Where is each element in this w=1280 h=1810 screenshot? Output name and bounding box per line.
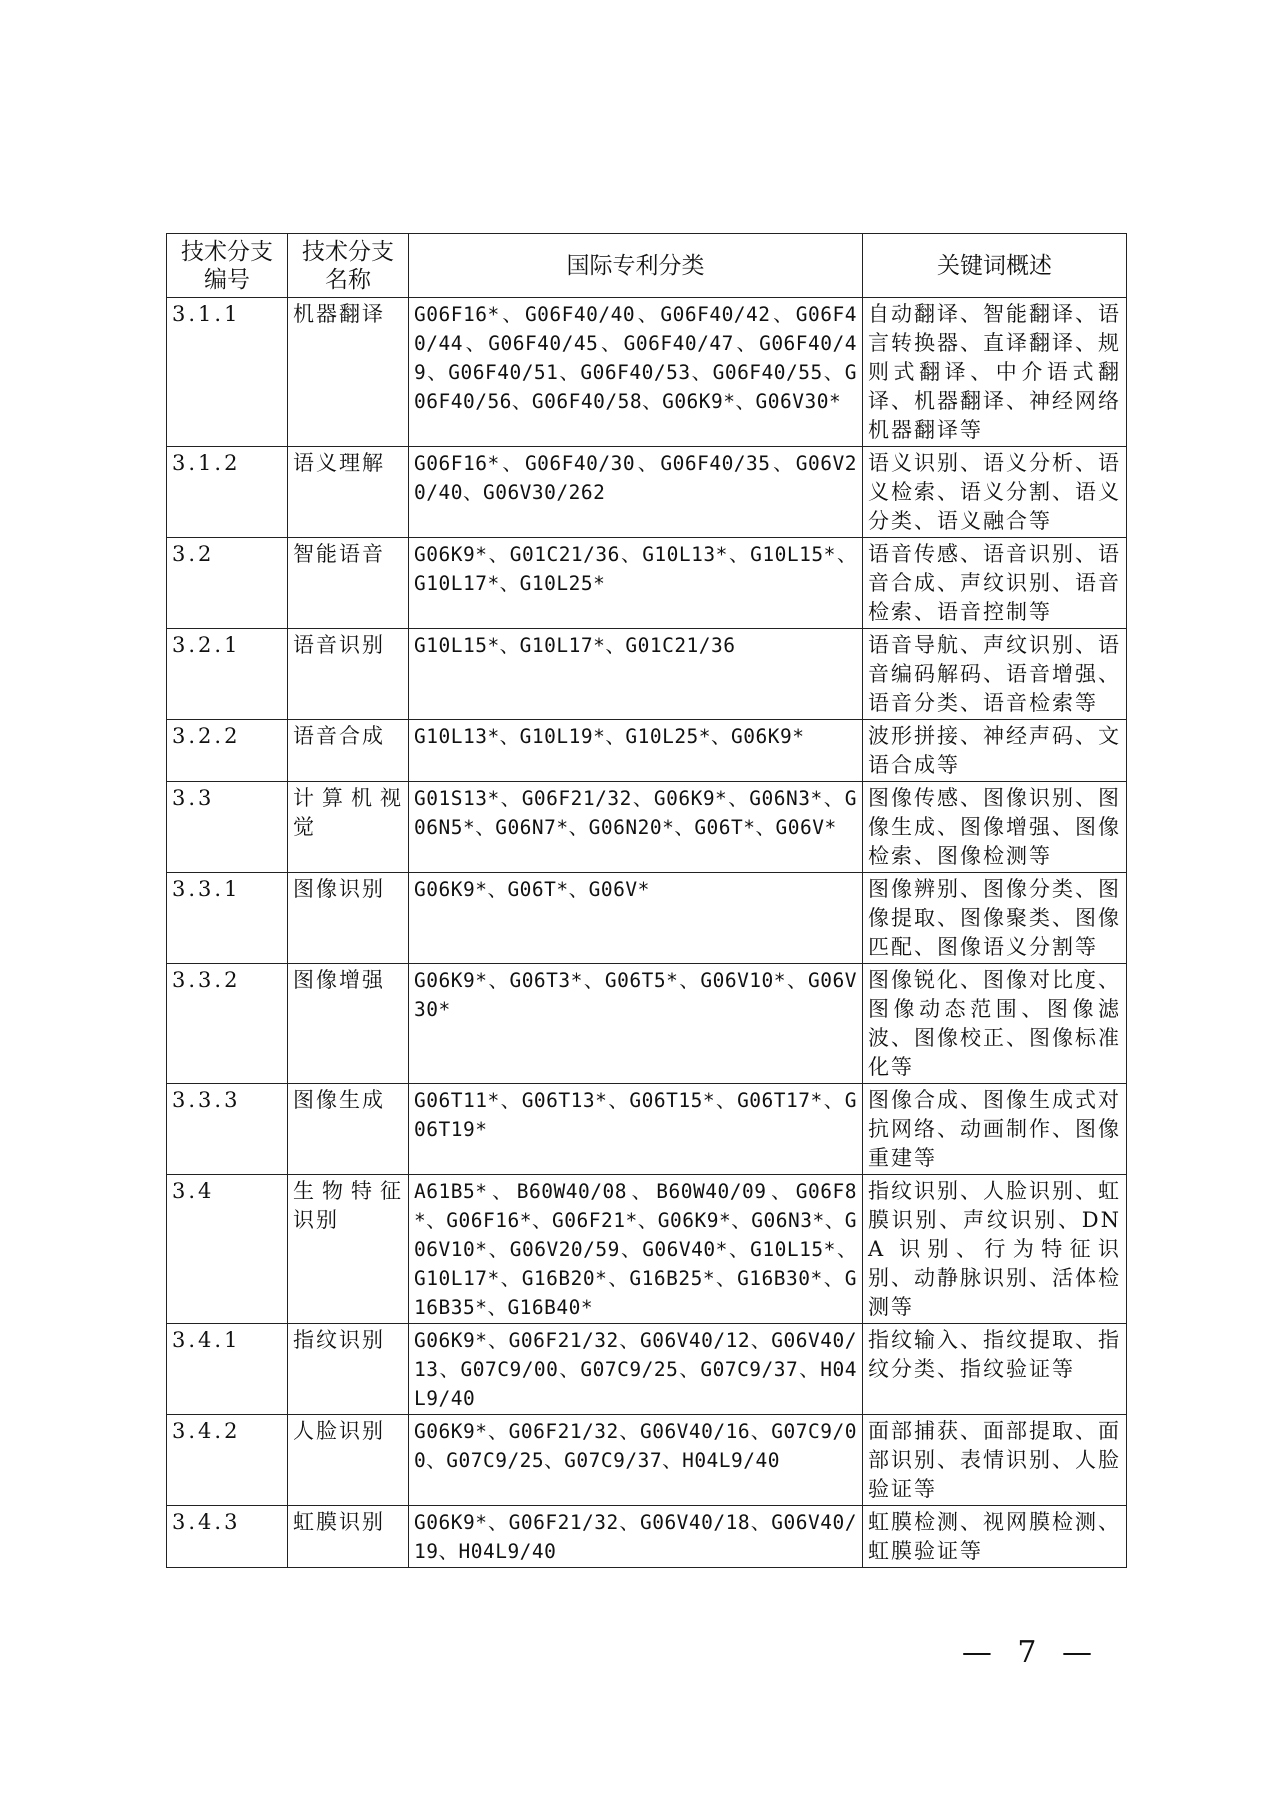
ipc-codes: G06K9*、G06T3*、G06T5*、G06V10*、G06V30* (409, 964, 863, 1084)
keywords: 语音导航、声纹识别、语音编码解码、语音增强、语音分类、语音检索等 (863, 629, 1127, 720)
branch-id: 3.2 (167, 538, 288, 629)
header-ipc: 国际专利分类 (409, 234, 863, 298)
branch-id: 3.3.1 (167, 873, 288, 964)
keywords: 图像锐化、图像对比度、图像动态范围、图像滤波、图像校正、图像标准化等 (863, 964, 1127, 1084)
table-row (167, 538, 1127, 629)
table-row (167, 873, 1127, 964)
branch-id: 3.2.1 (167, 629, 288, 720)
keywords: 指纹识别、人脸识别、虹膜识别、声纹识别、DNA 识别、行为特征识别、动静脉识别、活体检测等 (863, 1175, 1127, 1324)
branch-name: 虹膜识别 (288, 1506, 409, 1568)
keywords: 指纹输入、指纹提取、指纹分类、指纹验证等 (863, 1324, 1127, 1415)
ipc-codes: G06K9*、G06F21/32、G06V40/18、G06V40/19、H04L9/40 (409, 1506, 863, 1568)
table-row (167, 298, 1127, 447)
table-row (167, 1506, 1127, 1568)
branch-id: 3.4.2 (167, 1415, 288, 1506)
table-row (167, 629, 1127, 720)
ipc-codes: G06K9*、G06F21/32、G06V40/16、G07C9/00、G07C9/25、G07C9/37、H04L9/40 (409, 1415, 863, 1506)
page-number: — 7 — (961, 1635, 1100, 1670)
branch-id: 3.4 (167, 1175, 288, 1324)
table-header-row (167, 234, 1127, 298)
table-row (167, 1324, 1127, 1415)
branch-name: 语音合成 (288, 720, 409, 782)
table-row (167, 964, 1127, 1084)
branch-id: 3.2.2 (167, 720, 288, 782)
branch-name: 人脸识别 (288, 1415, 409, 1506)
ipc-codes: G06F16*、G06F40/40、G06F40/42、G06F40/44、G06F40/45、G06F40/47、G06F40/49、G06F40/51、G06F40/53、G06F40/55、G06F40/56、G06F40/58、G06K9*、G06V30* (409, 298, 863, 447)
keywords: 语义识别、语义分析、语义检索、语义分割、语义分类、语义融合等 (863, 447, 1127, 538)
branch-name: 语音识别 (288, 629, 409, 720)
ipc-codes: G06K9*、G01C21/36、G10L13*、G10L15*、G10L17*、G10L25* (409, 538, 863, 629)
table-row (167, 447, 1127, 538)
ipc-classification-table (166, 233, 1127, 1568)
keywords: 面部捕获、面部提取、面部识别、表情识别、人脸验证等 (863, 1415, 1127, 1506)
branch-name: 智能语音 (288, 538, 409, 629)
table-row (167, 1415, 1127, 1506)
table-row (167, 1084, 1127, 1175)
branch-id: 3.4.1 (167, 1324, 288, 1415)
branch-name: 语义理解 (288, 447, 409, 538)
ipc-codes: A61B5*、B60W40/08、B60W40/09、G06F8*、G06F16*、G06F21*、G06K9*、G06N3*、G06V10*、G06V20/59、G06V40*、G10L15*、G10L17*、G16B20*、G16B25*、G16B30*、G16B35*、G16B40* (409, 1175, 863, 1324)
ipc-codes: G10L15*、G10L17*、G01C21/36 (409, 629, 863, 720)
branch-id: 3.3 (167, 782, 288, 873)
branch-name: 指纹识别 (288, 1324, 409, 1415)
branch-id: 3.3.3 (167, 1084, 288, 1175)
branch-id: 3.1.2 (167, 447, 288, 538)
header-keywords: 关键词概述 (863, 234, 1127, 298)
branch-name: 图像生成 (288, 1084, 409, 1175)
header-branch-name: 技术分支名称 (288, 234, 409, 298)
ipc-codes: G06T11*、G06T13*、G06T15*、G06T17*、G06T19* (409, 1084, 863, 1175)
branch-name: 计算机视觉 (288, 782, 409, 873)
ipc-codes: G10L13*、G10L19*、G10L25*、G06K9* (409, 720, 863, 782)
keywords: 图像传感、图像识别、图像生成、图像增强、图像检索、图像检测等 (863, 782, 1127, 873)
branch-name: 生物特征识别 (288, 1175, 409, 1324)
ipc-codes: G01S13*、G06F21/32、G06K9*、G06N3*、G06N5*、G06N7*、G06N20*、G06T*、G06V* (409, 782, 863, 873)
table-row (167, 720, 1127, 782)
branch-name: 图像增强 (288, 964, 409, 1084)
keywords: 图像辨别、图像分类、图像提取、图像聚类、图像匹配、图像语义分割等 (863, 873, 1127, 964)
keywords: 图像合成、图像生成式对抗网络、动画制作、图像重建等 (863, 1084, 1127, 1175)
header-branch-id: 技术分支编号 (167, 234, 288, 298)
table-row (167, 782, 1127, 873)
table-row (167, 1175, 1127, 1324)
ipc-codes: G06K9*、G06F21/32、G06V40/12、G06V40/13、G07C9/00、G07C9/25、G07C9/37、H04L9/40 (409, 1324, 863, 1415)
branch-id: 3.3.2 (167, 964, 288, 1084)
keywords: 自动翻译、智能翻译、语言转换器、直译翻译、规则式翻译、中介语式翻译、机器翻译、神经网络机器翻译等 (863, 298, 1127, 447)
branch-id: 3.4.3 (167, 1506, 288, 1568)
branch-name: 图像识别 (288, 873, 409, 964)
keywords: 语音传感、语音识别、语音合成、声纹识别、语音检索、语音控制等 (863, 538, 1127, 629)
branch-id: 3.1.1 (167, 298, 288, 447)
keywords: 波形拼接、神经声码、文语合成等 (863, 720, 1127, 782)
ipc-codes: G06K9*、G06T*、G06V* (409, 873, 863, 964)
branch-name: 机器翻译 (288, 298, 409, 447)
ipc-codes: G06F16*、G06F40/30、G06F40/35、G06V20/40、G06V30/262 (409, 447, 863, 538)
keywords: 虹膜检测、视网膜检测、虹膜验证等 (863, 1506, 1127, 1568)
